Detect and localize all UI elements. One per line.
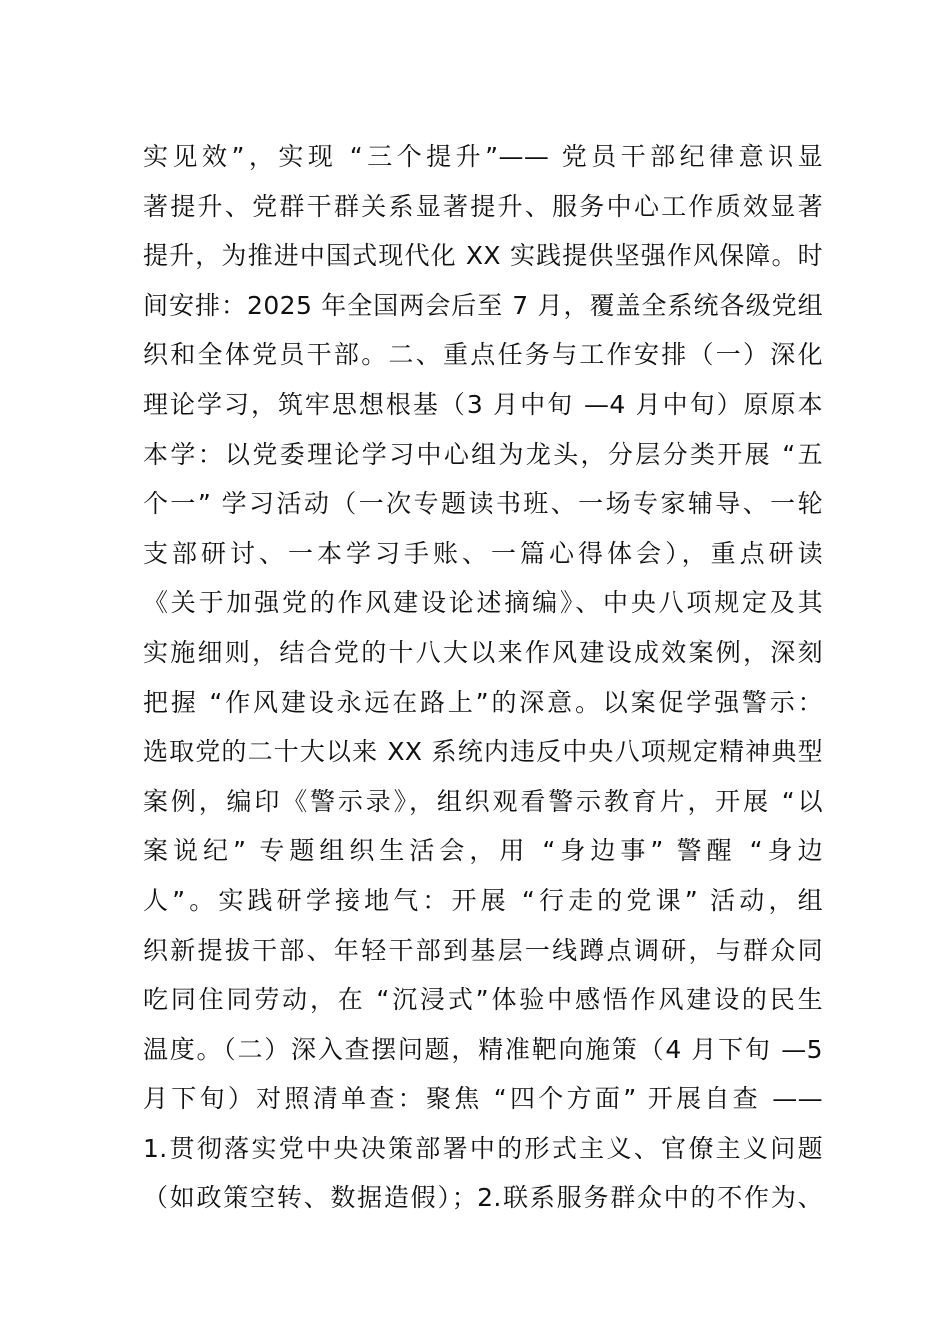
text-line: 织新提拔干部、年轻干部到基层一线蹲点调研，与群众同 bbox=[143, 935, 823, 965]
text-line: 温度。（二）深入查摆问题，精准靶向施策（4 月下旬 —5 bbox=[143, 1034, 823, 1064]
text-line: 织和全体党员干部。二、重点任务与工作安排（一）深化 bbox=[143, 340, 823, 370]
text-line: 著提升、党群干群关系显著提升、服务中心工作质效显著 bbox=[143, 191, 823, 221]
text-line: 实见效”，实现 “三个提升”—— 党员干部纪律意识显 bbox=[143, 142, 823, 171]
text-line: 实施细则，结合党的十八大以来作风建设成效案例，深刻 bbox=[143, 637, 823, 667]
body-text bbox=[143, 132, 823, 1223]
text-line: 人”。实践研学接地气：开展 “行走的党课” 活动，组 bbox=[143, 885, 823, 915]
text-line: 选取党的二十大以来 XX 系统内违反中央八项规定精神典型 bbox=[143, 737, 823, 767]
text-line: 月下旬）对照清单查：聚焦 “四个方面” 开展自查 —— bbox=[143, 1084, 823, 1114]
text-line: 支部研讨、一本学习手账、一篇心得体会），重点研读 bbox=[143, 538, 823, 568]
text-line: （如政策空转、数据造假）；2.联系服务群众中的不作为、 bbox=[143, 1183, 823, 1213]
text-line: 《关于加强党的作风建设论述摘编》、中央八项规定及其 bbox=[143, 588, 823, 618]
text-line: 理论学习，筑牢思想根基（3 月中旬 —4 月中旬）原原本 bbox=[143, 389, 823, 419]
text-line: 提升，为推进中国式现代化 XX 实践提供坚强作风保障。时 bbox=[143, 241, 823, 271]
text-line: 把握 “作风建设永远在路上”的深意。以案促学强警示： bbox=[143, 687, 823, 717]
text-line: 个一” 学习活动（一次专题读书班、一场专家辅导、一轮 bbox=[143, 489, 823, 519]
text-line: 1.贯彻落实党中央决策部署中的形式主义、官僚主义问题 bbox=[143, 1133, 823, 1163]
text-line: 吃同住同劳动，在 “沉浸式”体验中感悟作风建设的民生 bbox=[143, 985, 823, 1015]
text-line: 间安排：2025 年全国两会后至 7 月，覆盖全系统各级党组 bbox=[143, 290, 823, 320]
text-line: 本学：以党委理论学习中心组为龙头，分层分类开展 “五 bbox=[143, 439, 823, 469]
text-line: 案说纪” 专题组织生活会，用 “身边事” 警醒 “身边 bbox=[143, 836, 823, 866]
text-line: 案例，编印《警示录》，组织观看警示教育片，开展 “以 bbox=[143, 786, 823, 816]
